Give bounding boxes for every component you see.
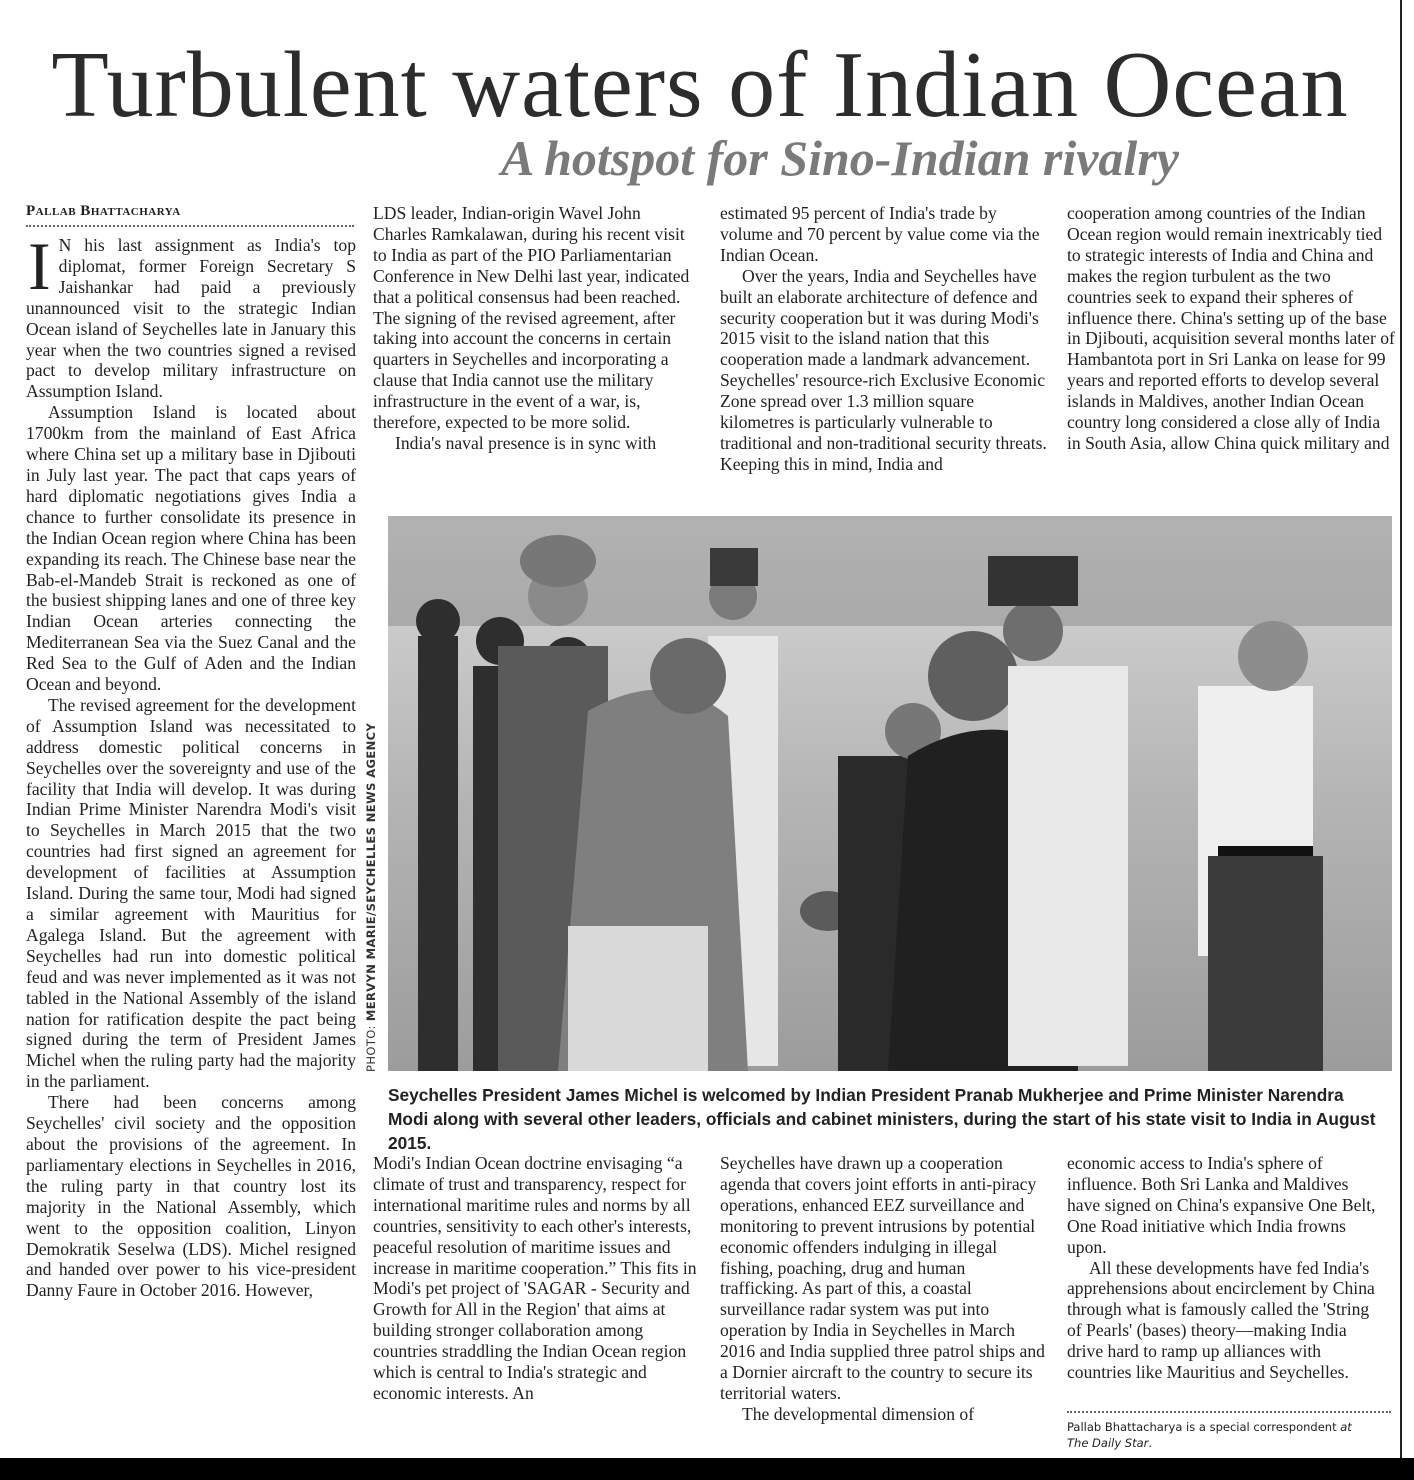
author-note-paper: The Daily Star (1067, 1436, 1149, 1450)
author-note-period: . (1148, 1436, 1153, 1450)
photo-credit (364, 712, 384, 1072)
headline: Turbulent waters of Indian Ocean (51, 33, 1349, 137)
page-edge-rule (1400, 0, 1402, 1460)
paragraph: economic access to India's sphere of influence. Both Sri Lanka and Maldives have signed on China's expansive One Belt, One Road initiative which India frowns upon. (1067, 1153, 1376, 1257)
lead-paragraph (26, 228, 356, 402)
paragraph: cooperation among countries of the Indian Ocean region would remain inextricably tied to strategic interests of India and China and makes the region turbulent as the two countries seek to expand their spheres of influence there. China's setting up of the base in Djibouti, acquisition several months later of Hambantota port in Sri Lanka on lease for 99 years and reported efforts to develop several islands in Maldives, another Indian Ocean country long considered a close ally of India in South Asia, allow China quick military and (1067, 203, 1395, 453)
paragraph: The developmental dimension of (742, 1403, 975, 1424)
column-1 (26, 228, 356, 1301)
paragraph: There had been concerns among Seychelles' civil society and the opposition about the provisions of the agreement. In parliamentary elections in Seychelles in 2016, the ruling party in that country lost its majority in the National Assembly, which went to the opposition coalition, Linyon Demokratik Seselwa (LDS). Michel resigned and handed over power to his vice-president Danny Faure in October 2016. However, (26, 1092, 356, 1301)
photo-credit-prefix: PHOTO: (364, 1021, 378, 1072)
byline-text: Pallab Bhattacharya (26, 203, 181, 219)
author-note-at: at (1340, 1420, 1352, 1434)
paragraph: Seychelles have drawn up a cooperation agenda that covers joint efforts in anti-piracy operations, enhanced EEZ surveillance and monitoring to prevent intrusions by potential economic offenders indulging in illegal fishing, poaching, drug and human trafficking. As part of this, a coastal surveillance radar system was put into operation by India in Seychelles in March 2016 and India supplied three patrol ships and a Dornier aircraft to the country to secure its territorial waters. (720, 1153, 1045, 1403)
paragraph: Over the years, India and Seychelles have built an elaborate architecture of defence and security cooperation but it was during Modi's 2015 visit to the island nation that this cooperation made a landmark advancement. Seychelles' resource-rich Exclusive Economic Zone spread over 1.3 million square kilometres is particularly vulnerable to traditional and non-traditional security threats. Keeping this in mind, India and (720, 265, 1047, 474)
paragraph: The revised agreement for the development of Assumption Island was necessitated to address domestic political concerns in Seychelles over the sovereignty and use of the facility that India will develop. It was during Indian Prime Minister Narendra Modi's visit to Seychelles in March 2015 that the two countries had first signed an agreement for development of facilities at Assumption Island. During the same tour, Modi had signed a similar agreement with Mauritius for Agalega Island. But the agreement with Seychelles had run into domestic political feud and was never implemented as it was not tabled in the National Assembly of the island nation for ratification despite the pact being signed during the term of President James Michel when the ruling party had the majority in the parliament. (26, 694, 356, 1092)
news-photo (388, 516, 1392, 1071)
bottom-band (0, 1458, 1414, 1480)
photo-illustration (388, 516, 1392, 1071)
photo-caption: Seychelles President James Michel is welcomed by Indian President Pranab Mukherjee and Prime Minister Narendra Modi along with several other leaders, officials and cabinet ministers, during the start of his state visit to India in August 2015. (388, 1085, 1376, 1153)
column-3-bottom (720, 1153, 1045, 1425)
paragraph: All these developments have fed India's apprehensions about encirclement by China through what is famously called the 'String of Pearls' (bases) theory—making India drive hard to ramp up alliances with countries like Mauritius and Seychelles. (1067, 1257, 1375, 1383)
paragraph: Modi's Indian Ocean doctrine envisaging “a climate of trust and transparency, respect for international maritime rules and norms by all countries, sensitivity to each other's interests, peaceful resolution of maritime issues and increase in maritime cooperation.” This fits in Modi's pet project of 'SAGAR - Security and Growth for All in the Region' that aims at building stronger collaboration among countries straddling the Indian Ocean region which is central to India's strategic and economic interests. An (373, 1153, 697, 1403)
paragraph: LDS leader, Indian-origin Wavel John Charles Ramkalawan, during his recent visit to India as part of the PIO Parliamentarian Conference in New Delhi last year, indicated that a political consensus had been reached. The signing of the revised agreement, after taking into account the concerns in certain quarters in Seychelles and incorporating a clause that India cannot use the military infrastructure in the event of a war, is, therefore, expected to be more solid. (373, 203, 690, 433)
paragraph: Assumption Island is located about 1700km from the mainland of East Africa where China set up a military base in Djibouti in July last year. The pact that caps years of hard diplomatic negotiations gives India a chance to further consolidate its presence in the Indian Ocean region where China has been expanding its reach. The Chinese base near the Bab-el-Mandeb Strait is reckoned as one of the busiest shipping lanes and one of three key Indian Ocean arteries connecting the Mediterranean Sea via the Suez Canal and the Red Sea to the Gulf of Aden and the Indian Ocean and beyond. (26, 402, 356, 695)
byline (26, 203, 354, 227)
paragraph: estimated 95 percent of India's trade by volume and 70 percent by value come via the Indian Ocean. (720, 203, 1040, 265)
author-note-text: Pallab Bhattacharya is a special correspondent (1067, 1420, 1341, 1434)
lead-text: N his last assignment as India's top diplomat, former Foreign Secretary S Jaishankar had paid a previously unannounced visit to the strategic Indian Ocean island of Seychelles late in January this year when the two countries signed a revised pact to develop military infrastructure on Assumption Island. (26, 235, 356, 402)
column-4-top (1067, 203, 1397, 454)
column-2-top (373, 203, 698, 454)
author-note (1067, 1411, 1391, 1451)
drop-cap: I (28, 228, 51, 304)
subheadline: A hotspot for Sino-Indian rivalry (501, 130, 1179, 186)
column-4-bottom (1067, 1153, 1385, 1383)
photo-credit-text: MERVYN MARIE/SEYCHELLES NEWS AGENCY (364, 722, 378, 1022)
paragraph: India's naval presence is in sync with (395, 432, 657, 453)
column-2-bottom (373, 1153, 703, 1404)
column-3-top (720, 203, 1050, 475)
